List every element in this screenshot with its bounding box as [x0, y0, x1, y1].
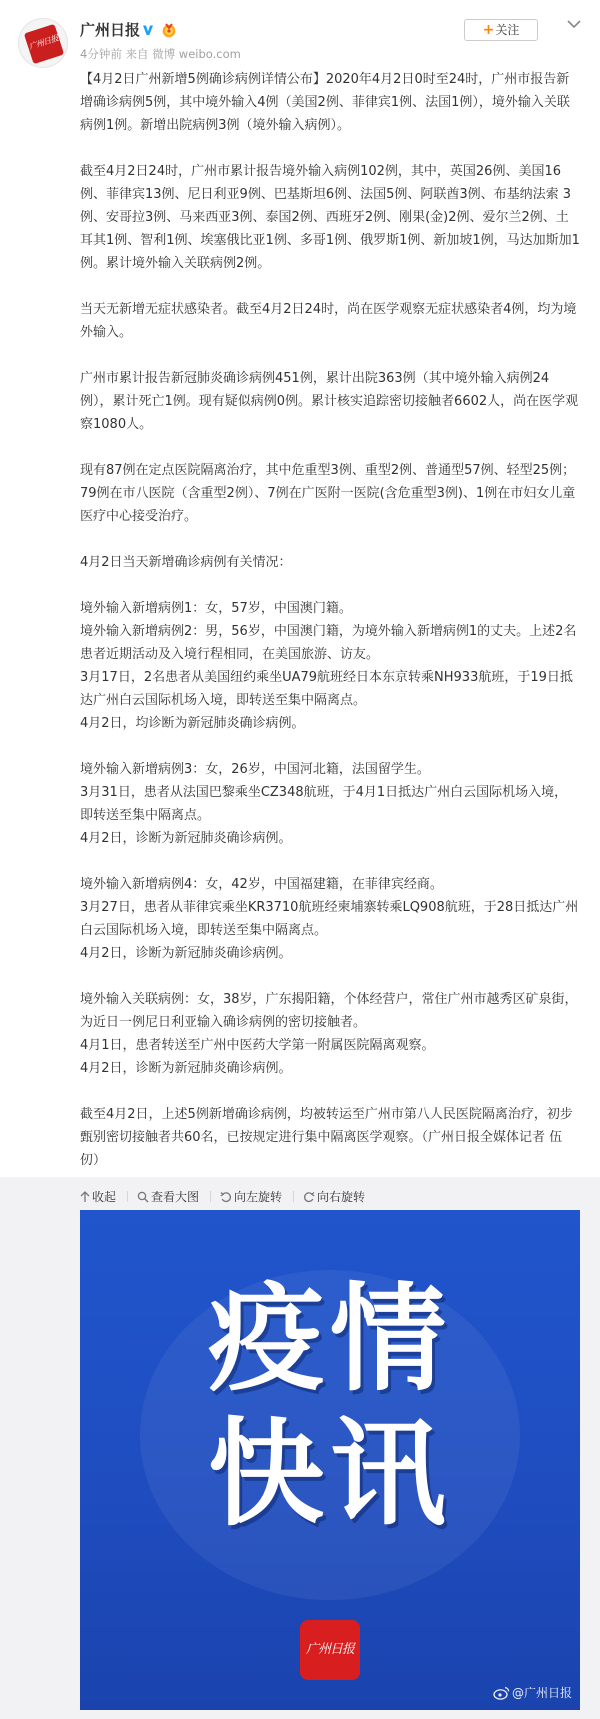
user-name-link[interactable]: 广州日报 [80, 21, 141, 39]
post-meta: 4分钟前 来自 微博 weibo.com [80, 47, 241, 61]
post-text-line: 4月2日，诊断为新冠肺炎确诊病例。 [80, 831, 292, 846]
post-text-line: 境外输入新增病例3：女，26岁，中国河北籍，法国留学生。 [80, 762, 430, 777]
post-text-line: 3月31日，患者从法国巴黎乘坐CZ348航班，于4月1日抵达广州白云国际机场入境，即转送至集中隔离点。 [80, 785, 568, 823]
view-large-button[interactable] [137, 1188, 199, 1206]
post-text-line: 广州市累计报告新冠肺炎确诊病例451例，累计出院363例（其中境外输入病例24例），累计死亡1例。现有疑似病例0例。累计核实追踪密切接触者6602人，尚在医学观察1080人。 [80, 371, 579, 432]
logo-text: 广州日报 [305, 1642, 354, 1657]
media-panel [0, 1177, 600, 1719]
news-image[interactable] [80, 1210, 580, 1710]
image-watermark [493, 1684, 572, 1702]
view-large-label: 查看大图 [151, 1190, 200, 1204]
plus-icon: + [482, 22, 495, 38]
verified-badge-icon [141, 23, 155, 37]
post-header [0, 0, 600, 72]
post-paragraph [80, 1103, 580, 1172]
post-paragraph [80, 597, 580, 735]
post-text-line: 4月1日，患者转送至广州中医药大学第一附属医院隔离观察。 [80, 1038, 435, 1053]
post-text [80, 68, 580, 1172]
post-text-line: 4月2日，均诊断为新冠肺炎确诊病例。 [80, 716, 305, 731]
post-text-line: 截至4月2日24时，广州市累计报告境外输入病例102例，其中，英国26例、美国16例、菲律宾13例、尼日利亚9例、巴基斯坦6例、法国5例、阿联酋3例、布基纳法索 3例、安哥拉3例、马来西亚3例、泰国2例、西班牙2例、刚果(金)2例、爱尔兰2例、土耳其1例、智利1例、埃塞俄比亚1例、多哥1例、俄罗斯1例、新加坡1例，马达加斯加1例。累计境外输入关联病例2例。 [80, 164, 580, 271]
post-text-line: 【4月2日广州新增5例确诊病例详情公布】2020年4月2日0时至24时，广州市报告新增确诊病例5例，其中境外输入4例（美国2例、菲律宾1例、法国1例），境外输入关联病例1例。新增出院病例3例（境外输入病例）。 [80, 72, 570, 133]
post-text-line: 当天无新增无症状感染者。截至4月2日24时，尚在医学观察无症状感染者4例，均为境外输入。 [80, 302, 577, 340]
collapse-label: 收起 [92, 1190, 117, 1204]
post-text-line: 3月17日，2名患者从美国纽约乘坐UA79航班经日本东京转乘NH933航班，于19日抵达广州白云国际机场入境，即转送至集中隔离点。 [80, 670, 573, 708]
post-text-line: 境外输入新增病例1：女，57岁，中国澳门籍。 [80, 601, 352, 616]
rotate-right-icon [303, 1191, 315, 1203]
toolbar-divider [293, 1191, 294, 1202]
post-paragraph [80, 988, 580, 1080]
avatar-logo [24, 24, 64, 64]
follow-label: 关注 [495, 23, 520, 37]
image-headline-line2: 快讯 [208, 1407, 452, 1542]
chevron-down-icon[interactable] [566, 18, 582, 30]
post-text-line: 4月2日，诊断为新冠肺炎确诊病例。 [80, 1061, 292, 1076]
rotate-left-icon [220, 1191, 232, 1203]
avatar-logo-text: 广州日报 [27, 33, 60, 52]
magnifier-icon [137, 1191, 149, 1203]
post-text-line: 境外输入新增病例2：男，56岁，中国澳门籍，为境外输入新增病例1的丈夫。上述2名患者近期活动及入境行程相同，在美国旅游、访友。 [80, 624, 577, 662]
toolbar-divider [210, 1191, 211, 1202]
vip-medal-icon[interactable] [161, 22, 177, 38]
image-toolbar [80, 1188, 376, 1206]
rotate-right-label: 向右旋转 [317, 1190, 366, 1204]
follow-button[interactable] [464, 19, 538, 41]
post-paragraph [80, 459, 580, 528]
post-paragraph [80, 551, 580, 574]
watermark-text: @广州日报 [511, 1686, 572, 1700]
avatar[interactable] [18, 18, 68, 68]
rotate-left-button[interactable] [220, 1188, 282, 1206]
post-text-line: 4月2日，诊断为新冠肺炎确诊病例。 [80, 946, 292, 961]
post-text-line: 境外输入新增病例4：女，42岁，中国福建籍，在菲律宾经商。 [80, 877, 443, 892]
post-paragraph [80, 758, 580, 850]
toolbar-divider [127, 1191, 128, 1202]
post-text-line: 3月27日，患者从菲律宾乘坐KR3710航班经柬埔寨转乘LQ908航班，于28日抵达广州白云国际机场入境，即转送至集中隔离点。 [80, 900, 579, 938]
post-paragraph [80, 68, 580, 137]
post-paragraph [80, 873, 580, 965]
image-headline-line1: 疫情 [208, 1272, 452, 1407]
weibo-logo-icon [493, 1686, 510, 1700]
guangzhou-daily-logo [300, 1620, 360, 1680]
post-text-line: 4月2日当天新增确诊病例有关情况： [80, 555, 292, 570]
post-paragraph [80, 367, 580, 436]
post-text-line: 截至4月2日，上述5例新增确诊病例，均被转运至广州市第八人民医院隔离治疗，初步甄别密切接触者共60名，已按规定进行集中隔离医学观察。（广州日报全媒体记者 伍仞） [80, 1107, 573, 1168]
rotate-right-button[interactable] [303, 1188, 365, 1206]
post-paragraph [80, 298, 580, 344]
arrow-up-icon [80, 1191, 90, 1203]
post-paragraph [80, 160, 580, 275]
rotate-left-label: 向左旋转 [234, 1190, 283, 1204]
collapse-button[interactable] [80, 1188, 116, 1206]
post-text-line: 境外输入关联病例：女，38岁，广东揭阳籍，个体经营户，常住广州市越秀区矿泉街，为近日一例尼日利亚输入确诊病例的密切接触者。 [80, 992, 578, 1030]
post-text-line: 现有87例在定点医院隔离治疗，其中危重型3例、重型2例、普通型57例、轻型25例；79例在市八医院（含重型2例）、7例在广医附一医院(含危重型3例)、1例在市妇女儿童医疗中心接受治疗。 [80, 463, 576, 524]
